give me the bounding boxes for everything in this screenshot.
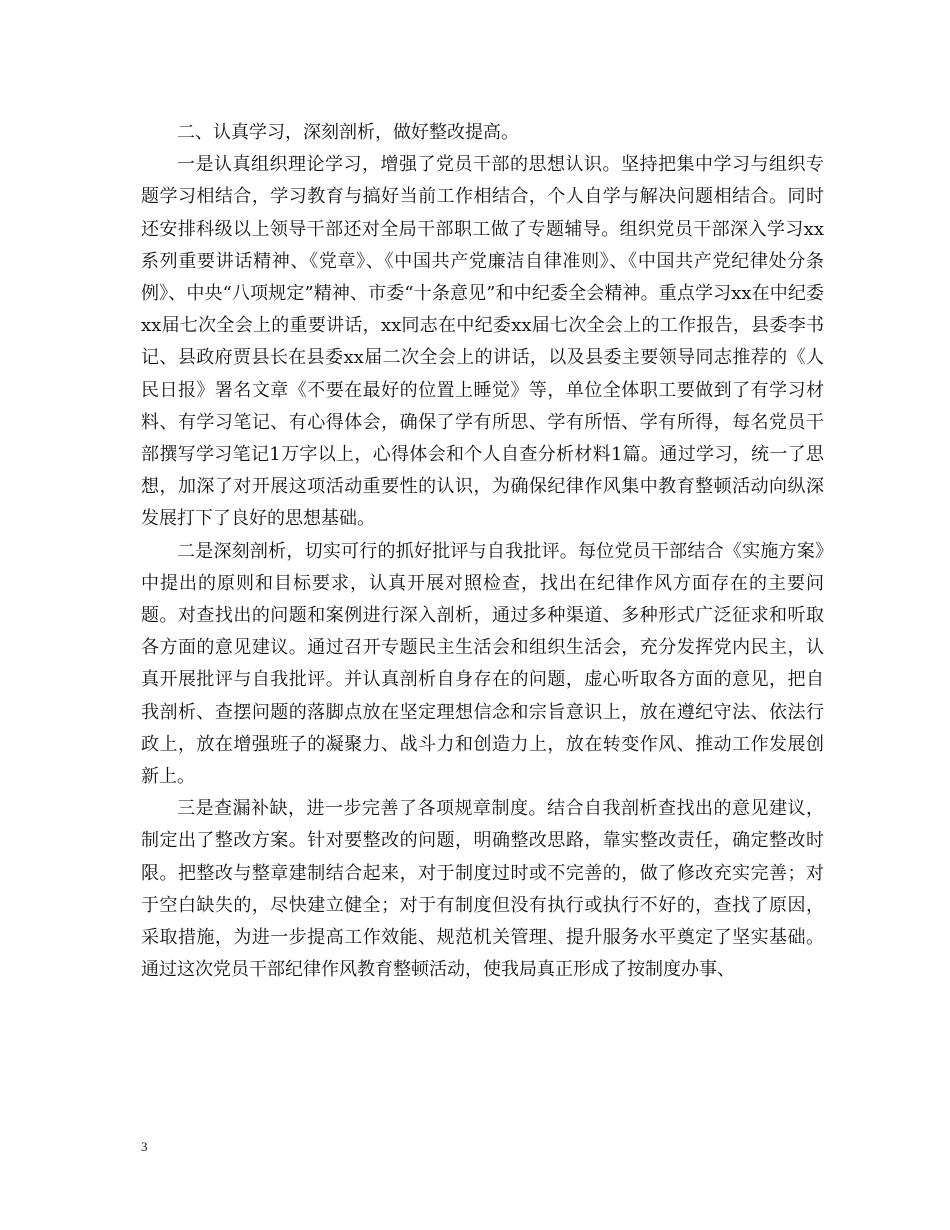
paragraph-study: 一是认真组织理论学习，增强了党员干部的思想认识。坚持把集中学习与组织专题学习相结合，学习教育与搞好当前工作相结合，个人自学与解决问题相结合。同时还安排科级以上领导干部还对全局干部职工做了专题辅导。组织党员干部深入学习xx系列重要讲话精神、《党章》、《中国共产党廉洁自律准则》、《中国共产党纪律处分条例》、中央“八项规定”精神、市委“十条意见”和中纪委全会精神。重点学习xx在中纪委xx届七次全会上的重要讲话，xx同志在中纪委xx届七次全会上的工作报告，县委李书记、县政府贾县长在县委xx届二次全会上的讲话，以及县委主要领导同志推荐的《人民日报》署名文章《不要在最好的位置上睡觉》等，单位全体职工要做到了有学习材料、有学习笔记、有心得体会，确保了学有所思、学有所悟、学有所得，每名党员干部撰写学习笔记1万字以上，心得体会和个人自查分析材料1篇。通过学习，统一了思想，加深了对开展这项活动重要性的认识，为确保纪律作风集中教育整顿活动向纵深发展打下了良好的思想基础。 [141,154,824,530]
page-number: 3 [141,1139,148,1154]
paragraph-rectification: 三是查漏补缺，进一步完善了各项规章制度。结合自我剖析查找出的意见建议，制定出了整改方案。针对要整改的问题，明确整改思路，靠实整改责任，确定整改时限。把整改与整章建制结合起来，对于制度过时或不完善的，做了修改充实完善；对于空白缺失的，尽快建立健全；对于有制度但没有执行或执行不好的，查找了原因，采取措施，为进一步提高工作效能、规范机关管理、提升服务水平奠定了坚实基础。通过这次党员干部纪律作风教育整顿活动，使我局真正形成了按制度办事、 [141,798,824,981]
paragraph-analysis: 二是深刻剖析，切实可行的抓好批评与自我批评。每位党员干部结合《实施方案》中提出的原则和目标要求，认真开展对照检查，找出在纪律作风方面存在的主要问题。对查找出的问题和案例进行深入剖析，通过多种渠道、多种形式广泛征求和听取各方面的意见建议。通过召开专题民主生活会和组织生活会，充分发挥党内民主，认真开展批评与自我批评。并认真剖析自身存在的问题，虚心听取各方面的意见，把自我剖析、查摆问题的落脚点放在坚定理想信念和宗旨意识上，放在遵纪守法、依法行政上，放在增强班子的凝聚力、战斗力和创造力上，放在转变作风、推动工作发展创新上。 [141,540,824,788]
document-body [141,117,824,986]
section-heading: 二、认真学习，深刻剖析，做好整改提高。 [177,122,519,143]
